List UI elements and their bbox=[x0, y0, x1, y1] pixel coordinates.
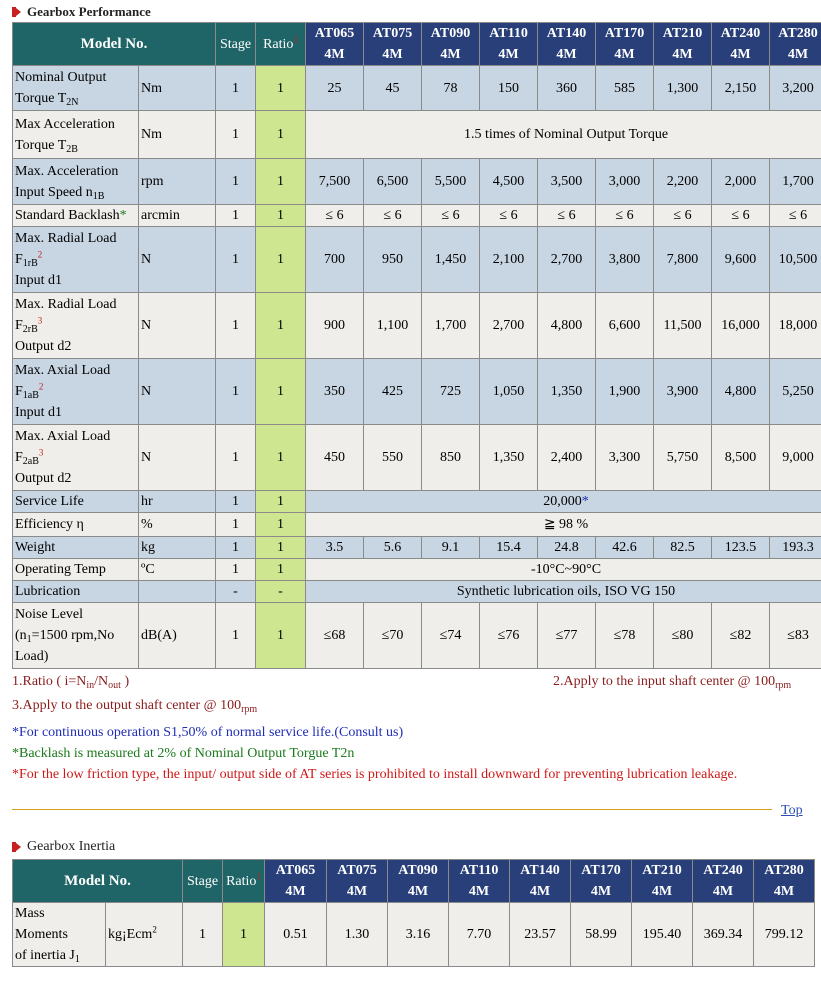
table-row bbox=[13, 66, 821, 111]
row-unit: rpm bbox=[139, 159, 216, 205]
inertia-table bbox=[12, 859, 815, 967]
row-stage: 1 bbox=[216, 205, 256, 227]
cell-value: 9.1 bbox=[422, 537, 480, 559]
note-output-shaft: 3.Apply to the output shaft center @ $100_{rpm}$ bbox=[12, 698, 258, 715]
cell-value: ≤77 bbox=[538, 603, 596, 669]
cell-value: 2,700 bbox=[480, 293, 538, 359]
note-input-shaft: 2.Apply to the input shaft center @ $100_{rpm}$ bbox=[553, 674, 792, 691]
model-no-header: Model No. bbox=[13, 860, 183, 903]
row-unit: hr bbox=[139, 491, 216, 513]
row-ratio: 1 bbox=[256, 537, 306, 559]
row-ratio: 1 bbox=[256, 513, 306, 537]
model-header: AT075 4M bbox=[327, 860, 388, 903]
stage-header: Stage bbox=[216, 23, 256, 66]
row-unit: arcmin bbox=[139, 205, 216, 227]
cell-value: 700 bbox=[306, 227, 364, 293]
table-row bbox=[13, 559, 821, 581]
table-row bbox=[13, 513, 821, 537]
model-header: AT110 4M bbox=[480, 23, 538, 66]
table-row bbox=[13, 359, 821, 425]
row-stage: 1 bbox=[216, 491, 256, 513]
cell-value: ≤80 bbox=[654, 603, 712, 669]
performance-table bbox=[12, 22, 821, 669]
cell-value: 2,000 bbox=[712, 159, 770, 205]
cell-value: ≤ 6 bbox=[306, 205, 364, 227]
cell-value: 3.5 bbox=[306, 537, 364, 559]
cell-value: 1,350 bbox=[480, 425, 538, 491]
cell-value: 195.40 bbox=[632, 903, 693, 967]
cell-value: 360 bbox=[538, 66, 596, 111]
model-header: AT280 4M bbox=[754, 860, 815, 903]
row-ratio: 1 bbox=[256, 603, 306, 669]
cell-value: 1,450 bbox=[422, 227, 480, 293]
cell-value: 850 bbox=[422, 425, 480, 491]
cell-value: 25 bbox=[306, 66, 364, 111]
row-label: Weight bbox=[13, 537, 139, 559]
row-label: Operating Temp bbox=[13, 559, 139, 581]
cell-value: ≤ 6 bbox=[712, 205, 770, 227]
cell-value: 7,800 bbox=[654, 227, 712, 293]
cell-value: 5,750 bbox=[654, 425, 712, 491]
note-low-friction: *For the low friction type, the input/ output side of AT series is prohibited to install downward for preventing lubrication leakage. bbox=[12, 767, 738, 782]
row-unit: % bbox=[139, 513, 216, 537]
cell-value: 1,350 bbox=[538, 359, 596, 425]
row-label: Service Life bbox=[13, 491, 139, 513]
cell-value: ≤78 bbox=[596, 603, 654, 669]
span-value: -10°C~90°C bbox=[306, 559, 821, 581]
model-header: AT065 4M bbox=[265, 860, 327, 903]
row-unit: ºC bbox=[139, 559, 216, 581]
row-stage: 1 bbox=[216, 513, 256, 537]
cell-value: 5.6 bbox=[364, 537, 422, 559]
cell-value: 6,600 bbox=[596, 293, 654, 359]
cell-value: 193.3 bbox=[770, 537, 821, 559]
row-label: Max. Axial Load $F_{1aB}^2$ Input d1 bbox=[13, 359, 139, 425]
table-row bbox=[13, 205, 821, 227]
cell-value: ≤82 bbox=[712, 603, 770, 669]
cell-value: ≤83 bbox=[770, 603, 821, 669]
row-label: Efficiency η bbox=[13, 513, 139, 537]
row-unit: N bbox=[139, 359, 216, 425]
cell-value: 123.5 bbox=[712, 537, 770, 559]
row-ratio: 1 bbox=[256, 559, 306, 581]
table-row bbox=[13, 159, 821, 205]
row-unit: Nm bbox=[139, 111, 216, 159]
table-row bbox=[13, 537, 821, 559]
cell-value: 4,500 bbox=[480, 159, 538, 205]
table-row bbox=[13, 425, 821, 491]
cell-value: 5,250 bbox=[770, 359, 821, 425]
ratio-header: Ratio$^1$ bbox=[256, 23, 306, 66]
note-backlash: *Backlash is measured at 2% of Nominal Output Torgue T2n bbox=[12, 746, 355, 761]
row-unit: dB(A) bbox=[139, 603, 216, 669]
inertia-title: Gearbox Inertia bbox=[27, 839, 116, 854]
cell-value: ≤ 6 bbox=[480, 205, 538, 227]
row-stage: 1 bbox=[216, 159, 256, 205]
cell-value: ≤ 6 bbox=[654, 205, 712, 227]
row-stage: 1 bbox=[216, 603, 256, 669]
red-arrow-icon bbox=[12, 842, 21, 852]
cell-value: 1,100 bbox=[364, 293, 422, 359]
row-stage: 1 bbox=[216, 537, 256, 559]
cell-value: 1.30 bbox=[327, 903, 388, 967]
row-ratio: 1 bbox=[256, 159, 306, 205]
note-ratio: 1.Ratio ( $i=N_{in}/N_{out}$ ) bbox=[12, 674, 130, 691]
cell-value: 3.16 bbox=[388, 903, 449, 967]
cell-value: 1,900 bbox=[596, 359, 654, 425]
cell-value: 585 bbox=[596, 66, 654, 111]
red-arrow-icon bbox=[12, 7, 21, 17]
row-label: Max. Radial Load $F_{2rB}^3$ Output d2 bbox=[13, 293, 139, 359]
cell-value: 725 bbox=[422, 359, 480, 425]
row-unit: N bbox=[139, 293, 216, 359]
cell-value: 15.4 bbox=[480, 537, 538, 559]
row-stage: 1 bbox=[216, 359, 256, 425]
span-value: Synthetic lubrication oils, ISO VG 150 bbox=[306, 581, 821, 603]
row-stage: 1 bbox=[216, 425, 256, 491]
row-label: Max. Axial Load $F_{2aB}^3$ Output d2 bbox=[13, 425, 139, 491]
model-header: AT090 4M bbox=[388, 860, 449, 903]
ratio-header: Ratio$^1$ bbox=[223, 860, 265, 903]
cell-value: ≤ 6 bbox=[538, 205, 596, 227]
table-row bbox=[13, 603, 821, 669]
model-header: AT140 4M bbox=[538, 23, 596, 66]
cell-value: 18,000 bbox=[770, 293, 821, 359]
model-header: AT210 4M bbox=[654, 23, 712, 66]
cell-value: 369.34 bbox=[693, 903, 754, 967]
cell-value: ≤ 6 bbox=[596, 205, 654, 227]
cell-value: 82.5 bbox=[654, 537, 712, 559]
row-ratio: 1 bbox=[256, 227, 306, 293]
cell-value: 2,150 bbox=[712, 66, 770, 111]
cell-value: 9,000 bbox=[770, 425, 821, 491]
cell-value: 78 bbox=[422, 66, 480, 111]
table-row bbox=[13, 111, 821, 159]
model-no-header: Model No. bbox=[13, 23, 216, 66]
cell-value: 10,500 bbox=[770, 227, 821, 293]
cell-value: 8,500 bbox=[712, 425, 770, 491]
cell-value: 1,700 bbox=[422, 293, 480, 359]
cell-value: 4,800 bbox=[538, 293, 596, 359]
model-header: AT140 4M bbox=[510, 860, 571, 903]
cell-value: ≤ 6 bbox=[770, 205, 821, 227]
cell-value: 23.57 bbox=[510, 903, 571, 967]
row-unit: N bbox=[139, 425, 216, 491]
cell-value: 1,700 bbox=[770, 159, 821, 205]
row-label: Max. Acceleration Input Speed $n_{1B}$ bbox=[13, 159, 139, 205]
row-label: Max. Radial Load $F_{1rB}^2$ Input d1 bbox=[13, 227, 139, 293]
cell-value: 900 bbox=[306, 293, 364, 359]
cell-value: 150 bbox=[480, 66, 538, 111]
cell-value: 3,500 bbox=[538, 159, 596, 205]
cell-value: 16,000 bbox=[712, 293, 770, 359]
cell-value: 2,700 bbox=[538, 227, 596, 293]
row-label: Standard Backlash* bbox=[13, 205, 139, 227]
performance-title: Gearbox Performance bbox=[27, 4, 151, 19]
note-continuous-operation: *For continuous operation S1,50% of normal service life.(Consult us) bbox=[12, 725, 404, 740]
row-label: Mass Moments of inertia $J_1$ bbox=[13, 903, 106, 967]
cell-value: 11,500 bbox=[654, 293, 712, 359]
cell-value: 24.8 bbox=[538, 537, 596, 559]
cell-value: 425 bbox=[364, 359, 422, 425]
row-stage: 1 bbox=[216, 559, 256, 581]
cell-value: 42.6 bbox=[596, 537, 654, 559]
cell-value: 2,400 bbox=[538, 425, 596, 491]
row-ratio: 1 bbox=[256, 425, 306, 491]
cell-value: 799.12 bbox=[754, 903, 815, 967]
table-row bbox=[13, 903, 815, 967]
cell-value: 58.99 bbox=[571, 903, 632, 967]
table-row bbox=[13, 227, 821, 293]
row-label: Lubrication bbox=[13, 581, 139, 603]
row-stage: 1 bbox=[216, 111, 256, 159]
stage-header: Stage bbox=[183, 860, 223, 903]
model-header: AT240 4M bbox=[693, 860, 754, 903]
header-row bbox=[13, 23, 821, 66]
cell-value: 1,050 bbox=[480, 359, 538, 425]
cell-value: 2,200 bbox=[654, 159, 712, 205]
row-unit: N bbox=[139, 227, 216, 293]
table-row bbox=[13, 293, 821, 359]
span-value: 1.5 times of Nominal Output Torque bbox=[306, 111, 821, 159]
cell-value: 950 bbox=[364, 227, 422, 293]
row-ratio: 1 bbox=[256, 111, 306, 159]
model-header: AT210 4M bbox=[632, 860, 693, 903]
cell-value: 0.51 bbox=[265, 903, 327, 967]
cell-value: 3,900 bbox=[654, 359, 712, 425]
model-header: AT110 4M bbox=[449, 860, 510, 903]
cell-value: 350 bbox=[306, 359, 364, 425]
cell-value: 3,000 bbox=[596, 159, 654, 205]
row-ratio: - bbox=[256, 581, 306, 603]
row-unit: kg¡Ecm$^2$ bbox=[106, 903, 183, 967]
cell-value: 4,800 bbox=[712, 359, 770, 425]
inertia-section-title bbox=[12, 839, 115, 855]
cell-value: ≤70 bbox=[364, 603, 422, 669]
span-value: ≧ 98 % bbox=[306, 513, 821, 537]
row-unit bbox=[139, 581, 216, 603]
row-label: Noise Level ($n_1=1500$ rpm,No Load) bbox=[13, 603, 139, 669]
cell-value: 3,200 bbox=[770, 66, 821, 111]
cell-value: ≤74 bbox=[422, 603, 480, 669]
row-stage: 1 bbox=[216, 227, 256, 293]
cell-value: 5,500 bbox=[422, 159, 480, 205]
row-ratio: 1 bbox=[256, 66, 306, 111]
cell-value: 45 bbox=[364, 66, 422, 111]
cell-value: ≤76 bbox=[480, 603, 538, 669]
row-ratio: 1 bbox=[256, 205, 306, 227]
cell-value: 1,300 bbox=[654, 66, 712, 111]
cell-value: 9,600 bbox=[712, 227, 770, 293]
cell-value: 7,500 bbox=[306, 159, 364, 205]
model-header: AT090 4M bbox=[422, 23, 480, 66]
performance-section-title bbox=[12, 4, 151, 20]
model-header: AT065 4M bbox=[306, 23, 364, 66]
cell-value: ≤ 6 bbox=[364, 205, 422, 227]
cell-value: 550 bbox=[364, 425, 422, 491]
model-header: AT280 4M bbox=[770, 23, 821, 66]
row-ratio: 1 bbox=[223, 903, 265, 967]
cell-value: 3,800 bbox=[596, 227, 654, 293]
row-ratio: 1 bbox=[256, 491, 306, 513]
top-link[interactable]: Top bbox=[781, 803, 803, 818]
row-stage: 1 bbox=[183, 903, 223, 967]
model-header: AT170 4M bbox=[571, 860, 632, 903]
row-unit: Nm bbox=[139, 66, 216, 111]
row-stage: 1 bbox=[216, 293, 256, 359]
header-row bbox=[13, 860, 815, 903]
row-label: Max Acceleration Torque $T_{2B}$ bbox=[13, 111, 139, 159]
table-row bbox=[13, 491, 821, 513]
model-header: AT075 4M bbox=[364, 23, 422, 66]
cell-value: 6,500 bbox=[364, 159, 422, 205]
row-stage: - bbox=[216, 581, 256, 603]
divider bbox=[12, 809, 772, 810]
cell-value: ≤ 6 bbox=[422, 205, 480, 227]
cell-value: 7.70 bbox=[449, 903, 510, 967]
row-unit: kg bbox=[139, 537, 216, 559]
span-value: 20,000* bbox=[306, 491, 821, 513]
cell-value: ≤68 bbox=[306, 603, 364, 669]
row-label: Nominal Output Torque $T_{2N}$ bbox=[13, 66, 139, 111]
cell-value: 450 bbox=[306, 425, 364, 491]
row-ratio: 1 bbox=[256, 293, 306, 359]
row-ratio: 1 bbox=[256, 359, 306, 425]
model-header: AT240 4M bbox=[712, 23, 770, 66]
table-row bbox=[13, 581, 821, 603]
cell-value: 3,300 bbox=[596, 425, 654, 491]
row-stage: 1 bbox=[216, 66, 256, 111]
cell-value: 2,100 bbox=[480, 227, 538, 293]
model-header: AT170 4M bbox=[596, 23, 654, 66]
